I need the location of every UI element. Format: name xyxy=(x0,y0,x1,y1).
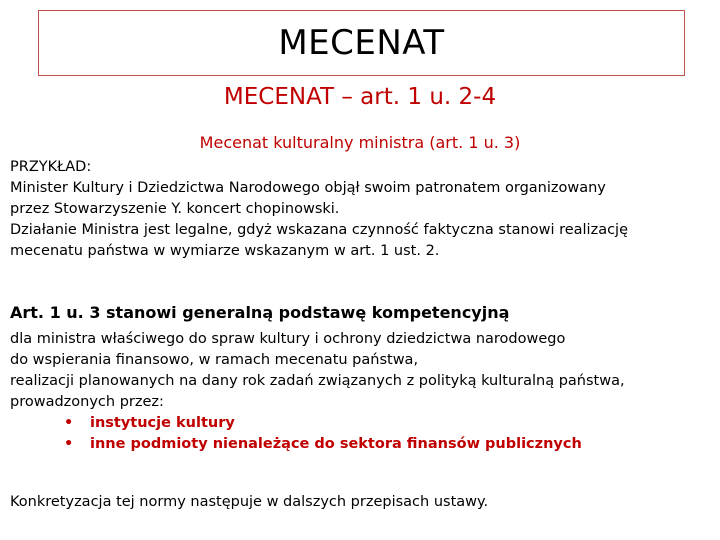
bullet-text: inne podmioty nienależące do sektora finansów publicznych xyxy=(90,436,582,452)
title-box xyxy=(38,10,685,76)
article-line: realizacji planowanych na dany rok zadań związanych z polityką kulturalną państwa, xyxy=(10,373,625,389)
example-line: przez Stowarzyszenie Y. koncert chopinowski. xyxy=(10,201,340,217)
subtitle: MECENAT – art. 1 u. 2-4 xyxy=(223,84,497,110)
example-label: PRZYKŁAD: xyxy=(10,159,92,175)
article-line: do wspierania finansowo, w ramach mecenatu państwa, xyxy=(10,352,419,368)
article-line: prowadzonych przez: xyxy=(10,394,164,410)
closing-text: Konkretyzacja tej normy następuje w dalszych przepisach ustawy. xyxy=(10,494,489,510)
article-body xyxy=(10,329,712,455)
bullet-list xyxy=(10,413,712,455)
bullet-icon xyxy=(64,413,90,434)
example-line: Minister Kultury i Dziedzictwa Narodowego objął swoim patronatem organizowany xyxy=(10,180,606,196)
bullet-text: instytucje kultury xyxy=(90,415,235,431)
page-title: MECENAT xyxy=(278,23,445,63)
bullet-icon xyxy=(64,434,90,455)
article-heading: Art. 1 u. 3 stanowi generalną podstawę kompetencyjną xyxy=(10,303,510,322)
example-line: mecenatu państwa w wymiarze wskazanym w art. 1 ust. 2. xyxy=(10,243,440,259)
list-item xyxy=(10,434,712,455)
example-line: Działanie Ministra jest legalne, gdyż wskazana czynność faktyczna stanowi realizację xyxy=(10,222,629,238)
list-item xyxy=(10,413,712,434)
section-title: Mecenat kulturalny ministra (art. 1 u. 3) xyxy=(199,133,521,152)
article-line: dla ministra właściwego do spraw kultury i ochrony dziedzictwa narodowego xyxy=(10,331,566,347)
example-block xyxy=(10,157,712,262)
